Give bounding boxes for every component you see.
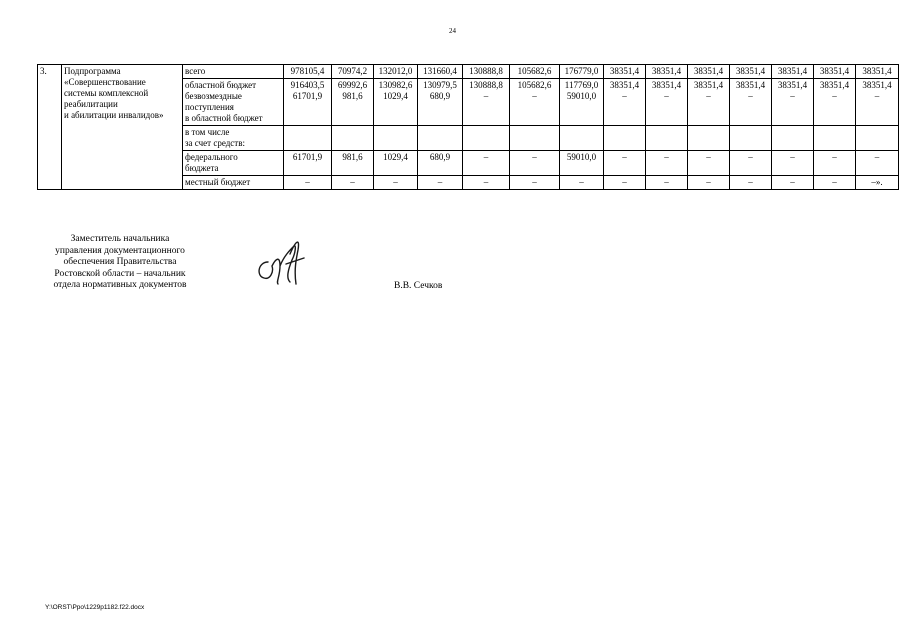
value-cell: – xyxy=(374,176,418,190)
value-line: 981,6 xyxy=(342,91,363,101)
program-name-line: и абилитации инвалидов» xyxy=(64,110,164,120)
program-name-line: «Совершенствование xyxy=(64,77,146,87)
value-cell xyxy=(646,126,688,151)
value-line: 1029,4 xyxy=(383,91,408,101)
value-cell: 38351,4 xyxy=(730,65,772,79)
value-cell: – xyxy=(332,176,374,190)
value-line: 105682,6 xyxy=(517,80,552,90)
funding-source-line: областной бюджет xyxy=(185,80,257,90)
value-line: 130888,8 xyxy=(469,80,503,90)
signatory-position-line: Заместитель начальника xyxy=(70,234,170,244)
value-cell xyxy=(814,126,856,151)
funding-source-cell: всего xyxy=(183,65,284,79)
value-cell xyxy=(856,126,899,151)
value-cell xyxy=(418,126,463,151)
value-line: 38351,4 xyxy=(735,80,766,90)
value-cell xyxy=(510,79,560,126)
value-cell xyxy=(772,126,814,151)
value-cell: – xyxy=(814,151,856,176)
value-line: 38351,4 xyxy=(609,80,640,90)
value-cell: – xyxy=(418,176,463,190)
value-cell: –». xyxy=(856,176,899,190)
value-cell: – xyxy=(646,176,688,190)
value-cell: 131660,4 xyxy=(418,65,463,79)
value-cell: 38351,4 xyxy=(772,65,814,79)
value-cell: 105682,6 xyxy=(510,65,560,79)
value-cell xyxy=(730,126,772,151)
value-cell: – xyxy=(772,151,814,176)
value-cell: – xyxy=(284,176,332,190)
value-line: 130979,5 xyxy=(423,80,457,90)
value-cell: – xyxy=(463,151,510,176)
value-line: – xyxy=(622,91,627,101)
signatory-position-line: Ростовской области – начальник xyxy=(54,268,186,279)
value-line: 61701,9 xyxy=(292,91,323,101)
value-cell xyxy=(463,126,510,151)
value-line: – xyxy=(832,91,837,101)
funding-source-line: бюджета xyxy=(185,163,219,173)
value-cell xyxy=(463,79,510,126)
value-cell: – xyxy=(463,176,510,190)
value-cell: – xyxy=(646,151,688,176)
value-line: – xyxy=(664,91,669,101)
value-cell: 38351,4 xyxy=(856,65,899,79)
value-cell xyxy=(730,79,772,126)
value-cell xyxy=(284,126,332,151)
value-cell xyxy=(646,79,688,126)
value-cell xyxy=(284,79,332,126)
page-number: 24 xyxy=(449,27,456,35)
signatory-position-line: обеспечения Правительства xyxy=(63,257,177,267)
value-cell: – xyxy=(604,151,646,176)
value-cell: – xyxy=(772,176,814,190)
value-cell xyxy=(560,126,604,151)
signatory-position-line: отдела нормативных документов xyxy=(53,280,187,290)
value-cell: – xyxy=(510,176,560,190)
value-line: 680,9 xyxy=(429,91,451,101)
value-line: 130982,6 xyxy=(378,80,413,90)
funding-source-line: в том числе xyxy=(185,127,230,137)
value-cell: 981,6 xyxy=(332,151,374,176)
value-line: 38351,4 xyxy=(862,80,892,90)
value-cell xyxy=(418,79,463,126)
value-cell: 38351,4 xyxy=(688,65,730,79)
funding-source-cell xyxy=(183,151,284,176)
value-cell: 38351,4 xyxy=(604,65,646,79)
funding-source-cell xyxy=(183,126,284,151)
value-cell xyxy=(604,79,646,126)
value-cell: – xyxy=(730,151,772,176)
value-cell xyxy=(560,79,604,126)
value-cell: – xyxy=(560,176,604,190)
value-cell: 978105,4 xyxy=(284,65,332,79)
file-path: Y:\ORST\Ppo\1229p1182.f22.docx xyxy=(45,604,145,611)
value-line: – xyxy=(483,91,489,101)
handwritten-signature xyxy=(250,232,310,290)
value-line: 38351,4 xyxy=(777,80,808,90)
value-line: – xyxy=(532,91,537,101)
budget-table xyxy=(37,64,899,190)
value-cell xyxy=(332,126,374,151)
value-cell: 130888,8 xyxy=(463,65,510,79)
funding-source-line: в областной бюджет xyxy=(185,113,263,123)
value-cell: – xyxy=(856,151,899,176)
funding-source-line: поступления xyxy=(185,102,234,112)
value-line: 117769,0 xyxy=(564,80,599,90)
value-cell: 132012,0 xyxy=(374,65,418,79)
row-number-cell: 3. xyxy=(38,65,62,190)
signer-name: В.В. Сечков xyxy=(394,281,443,291)
signatory-position-line: управления документационного xyxy=(55,245,185,256)
program-name-line: реабилитации xyxy=(64,99,118,109)
value-line: 69992,6 xyxy=(337,80,368,90)
value-cell: 38351,4 xyxy=(814,65,856,79)
value-line: – xyxy=(748,91,753,101)
value-cell xyxy=(374,126,418,151)
value-cell xyxy=(688,126,730,151)
value-cell: 680,9 xyxy=(418,151,463,176)
value-cell xyxy=(374,79,418,126)
value-cell xyxy=(604,126,646,151)
value-cell: – xyxy=(604,176,646,190)
value-cell: 38351,4 xyxy=(646,65,688,79)
value-cell xyxy=(814,79,856,126)
value-cell: 176779,0 xyxy=(560,65,604,79)
value-cell xyxy=(856,79,899,126)
funding-source-line: за счет средств: xyxy=(185,138,245,148)
funding-source-cell xyxy=(183,79,284,126)
value-line: 59010,0 xyxy=(566,91,597,101)
value-cell xyxy=(772,79,814,126)
value-cell xyxy=(688,79,730,126)
value-line: 916403,5 xyxy=(290,80,325,90)
value-cell: – xyxy=(688,176,730,190)
funding-source-cell: местный бюджет xyxy=(183,176,284,190)
value-cell: 1029,4 xyxy=(374,151,418,176)
funding-source-line: безвозмездные xyxy=(185,91,242,101)
value-cell: 70974,2 xyxy=(332,65,374,79)
program-name-cell xyxy=(62,65,183,190)
value-cell: – xyxy=(688,151,730,176)
value-cell xyxy=(510,126,560,151)
table-row-total xyxy=(38,65,899,79)
value-cell: 59010,0 xyxy=(560,151,604,176)
value-cell: – xyxy=(814,176,856,190)
value-cell: – xyxy=(510,151,560,176)
value-cell: 61701,9 xyxy=(284,151,332,176)
program-name-line: системы комплексной xyxy=(64,88,149,98)
program-name-line: Подпрограмма xyxy=(64,66,121,76)
value-cell: – xyxy=(730,176,772,190)
value-line: 38351,4 xyxy=(651,80,682,90)
funding-source-line: федерального xyxy=(185,152,238,162)
value-line: – xyxy=(706,91,711,101)
value-line: 38351,4 xyxy=(693,80,724,90)
value-cell xyxy=(332,79,374,126)
value-line: 38351,4 xyxy=(819,80,850,90)
value-line: – xyxy=(874,91,880,101)
value-line: – xyxy=(790,91,795,101)
signatory-position xyxy=(40,234,200,292)
